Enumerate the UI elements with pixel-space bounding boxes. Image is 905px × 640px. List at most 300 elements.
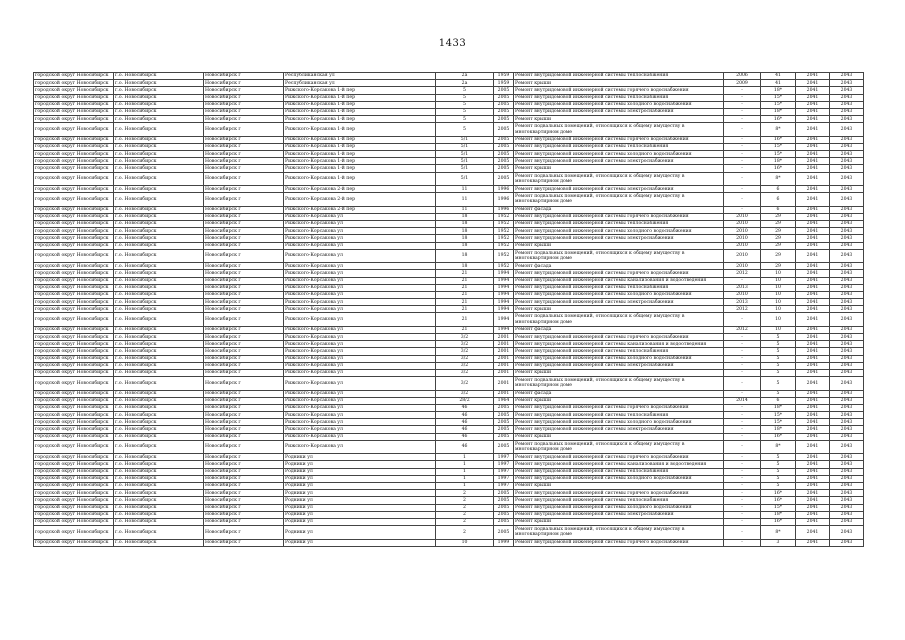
- cell-last-repair-year: -: [724, 334, 761, 341]
- cell-last-repair-year: -: [724, 193, 761, 206]
- cell-district: г.о. Новосибирск: [114, 186, 204, 193]
- table-row: [34, 186, 864, 193]
- cell-city: Новосибирск г: [204, 468, 284, 475]
- cell-house: 18: [436, 228, 494, 235]
- cell-year: 1997: [494, 482, 514, 489]
- repair-schedule-table: [33, 72, 864, 547]
- cell-district: г.о. Новосибирск: [114, 249, 204, 262]
- cell-house: 3/2: [436, 334, 494, 341]
- cell-municipality: городской округ Новосибирск: [34, 369, 114, 376]
- cell-year: 1994: [494, 270, 514, 277]
- table-row: [34, 206, 864, 213]
- cell-last-repair-year: -: [724, 497, 761, 504]
- cell-street: Рижского-Корсакова ул: [284, 377, 436, 390]
- cell-start-year: 2041: [796, 213, 830, 220]
- cell-city: Новосибирск г: [204, 270, 284, 277]
- cell-work-type: Ремонт внутридомовой инженерной системы электроснабжения: [514, 235, 724, 242]
- cell-street: Рижского-Корсакова ул: [284, 313, 436, 326]
- cell-city: Новосибирск г: [204, 220, 284, 227]
- cell-last-repair-year: 2013: [724, 284, 761, 291]
- cell-last-repair-year: -: [724, 172, 761, 185]
- cell-street: Рижского-Корсакова 1-й пер: [284, 116, 436, 123]
- cell-year: 2005: [494, 490, 514, 497]
- cell-start-year: 2041: [796, 80, 830, 87]
- cell-municipality: городской округ Новосибирск: [34, 263, 114, 270]
- cell-district: г.о. Новосибирск: [114, 242, 204, 249]
- cell-start-year: 2041: [796, 355, 830, 362]
- cell-year: 2001: [494, 390, 514, 397]
- cell-wear-value: 8*: [761, 172, 796, 185]
- cell-year: 1994: [494, 313, 514, 326]
- cell-start-year: 2041: [796, 143, 830, 150]
- cell-start-year: 2041: [796, 404, 830, 411]
- table-row: [34, 362, 864, 369]
- cell-work-type: Ремонт внутридомовой инженерной системы горячего водоснабжения: [514, 270, 724, 277]
- cell-work-type: Ремонт внутридомовой инженерной системы электроснабжения: [514, 511, 724, 518]
- table-row: [34, 511, 864, 518]
- table-row: [34, 468, 864, 475]
- cell-work-type: Ремонт внутридомовой инженерной системы теплоснабжения: [514, 412, 724, 419]
- cell-end-year: 2043: [830, 355, 864, 362]
- cell-end-year: 2043: [830, 526, 864, 539]
- cell-city: Новосибирск г: [204, 454, 284, 461]
- cell-street: Рижского-Корсакова 2-й пер: [284, 193, 436, 206]
- cell-city: Новосибирск г: [204, 539, 284, 546]
- cell-year: 2001: [494, 369, 514, 376]
- cell-municipality: городской округ Новосибирск: [34, 87, 114, 94]
- table-row: [34, 242, 864, 249]
- table-row: [34, 299, 864, 306]
- cell-work-type: Ремонт внутридомовой инженерной системы теплоснабжения: [514, 497, 724, 504]
- cell-wear-value: 16*: [761, 136, 796, 143]
- table-row: [34, 277, 864, 284]
- cell-wear-value: 5: [761, 454, 796, 461]
- cell-city: Новосибирск г: [204, 475, 284, 482]
- cell-city: Новосибирск г: [204, 136, 284, 143]
- cell-wear-value: 41: [761, 80, 796, 87]
- cell-last-repair-year: -: [724, 136, 761, 143]
- cell-house: 21: [436, 313, 494, 326]
- cell-year: 2005: [494, 504, 514, 511]
- cell-city: Новосибирск г: [204, 526, 284, 539]
- table-row: [34, 263, 864, 270]
- cell-year: 1952: [494, 220, 514, 227]
- cell-wear-value: 8*: [761, 123, 796, 136]
- cell-municipality: городской округ Новосибирск: [34, 475, 114, 482]
- cell-year: 1996: [494, 193, 514, 206]
- table-row: [34, 355, 864, 362]
- cell-end-year: 2043: [830, 228, 864, 235]
- cell-district: г.о. Новосибирск: [114, 73, 204, 80]
- cell-district: г.о. Новосибирск: [114, 158, 204, 165]
- table-row: [34, 419, 864, 426]
- cell-district: г.о. Новосибирск: [114, 270, 204, 277]
- cell-house: 11: [436, 206, 494, 213]
- cell-district: г.о. Новосибирск: [114, 228, 204, 235]
- cell-street: Рижского-Корсакова ул: [284, 249, 436, 262]
- cell-house: 5: [436, 101, 494, 108]
- cell-year: 2001: [494, 362, 514, 369]
- cell-year: 2005: [494, 404, 514, 411]
- cell-work-type: Ремонт подвальных помещений, относящихся к общему имуществу в многоквартирном доме: [514, 377, 724, 390]
- cell-end-year: 2043: [830, 206, 864, 213]
- cell-wear-value: 29: [761, 263, 796, 270]
- cell-year: 2005: [494, 433, 514, 440]
- cell-district: г.о. Новосибирск: [114, 440, 204, 453]
- cell-municipality: городской округ Новосибирск: [34, 334, 114, 341]
- cell-start-year: 2041: [796, 235, 830, 242]
- cell-last-repair-year: -: [724, 490, 761, 497]
- cell-work-type: Ремонт внутридомовой инженерной системы теплоснабжения: [514, 220, 724, 227]
- cell-district: г.о. Новосибирск: [114, 511, 204, 518]
- cell-municipality: городской округ Новосибирск: [34, 143, 114, 150]
- cell-start-year: 2041: [796, 291, 830, 298]
- cell-house: 2: [436, 511, 494, 518]
- cell-work-type: Ремонт внутридомовой инженерной системы горячего водоснабжения: [514, 334, 724, 341]
- cell-district: г.о. Новосибирск: [114, 277, 204, 284]
- cell-work-type: Ремонт подвальных помещений, относящихся к общему имуществу в многоквартирном доме: [514, 440, 724, 453]
- cell-wear-value: 5: [761, 461, 796, 468]
- cell-municipality: городской округ Новосибирск: [34, 362, 114, 369]
- cell-wear-value: 29: [761, 228, 796, 235]
- cell-last-repair-year: -: [724, 482, 761, 489]
- cell-municipality: городской округ Новосибирск: [34, 526, 114, 539]
- table-row: [34, 143, 864, 150]
- cell-city: Новосибирск г: [204, 186, 284, 193]
- cell-city: Новосибирск г: [204, 412, 284, 419]
- cell-house: 2: [436, 504, 494, 511]
- cell-municipality: городской округ Новосибирск: [34, 291, 114, 298]
- cell-wear-value: 29: [761, 235, 796, 242]
- cell-city: Новосибирск г: [204, 213, 284, 220]
- cell-street: Рижского-Корсакова ул: [284, 242, 436, 249]
- cell-street: Рижского-Корсакова ул: [284, 426, 436, 433]
- cell-house: 3/2: [436, 369, 494, 376]
- cell-last-repair-year: -: [724, 143, 761, 150]
- table-row: [34, 306, 864, 313]
- cell-last-repair-year: 2012: [724, 326, 761, 333]
- cell-work-type: Ремонт внутридомовой инженерной системы горячего водоснабжения: [514, 490, 724, 497]
- cell-work-type: Ремонт крыши: [514, 397, 724, 404]
- cell-district: г.о. Новосибирск: [114, 404, 204, 411]
- cell-wear-value: 18*: [761, 108, 796, 115]
- cell-start-year: 2041: [796, 504, 830, 511]
- cell-street: Родники ул: [284, 518, 436, 525]
- table-row: [34, 490, 864, 497]
- cell-year: 1994: [494, 284, 514, 291]
- cell-city: Новосибирск г: [204, 461, 284, 468]
- cell-municipality: городской округ Новосибирск: [34, 313, 114, 326]
- cell-start-year: 2041: [796, 263, 830, 270]
- cell-wear-value: 15*: [761, 143, 796, 150]
- cell-year: 1994: [494, 306, 514, 313]
- cell-start-year: 2041: [796, 94, 830, 101]
- cell-year: 2005: [494, 440, 514, 453]
- cell-city: Новосибирск г: [204, 419, 284, 426]
- cell-house: 5/1: [436, 165, 494, 172]
- cell-last-repair-year: -: [724, 94, 761, 101]
- cell-wear-value: 5: [761, 355, 796, 362]
- cell-wear-value: 16*: [761, 497, 796, 504]
- cell-work-type: Ремонт внутридомовой инженерной системы канализования и водоотведения: [514, 461, 724, 468]
- cell-house: 1: [436, 475, 494, 482]
- cell-last-repair-year: 2010: [724, 291, 761, 298]
- cell-work-type: Ремонт внутридомовой инженерной системы горячего водоснабжения: [514, 136, 724, 143]
- cell-street: Рижского-Корсакова 2-й пер: [284, 206, 436, 213]
- cell-house: 5: [436, 108, 494, 115]
- cell-start-year: 2041: [796, 228, 830, 235]
- cell-municipality: городской округ Новосибирск: [34, 468, 114, 475]
- cell-city: Новосибирск г: [204, 108, 284, 115]
- cell-last-repair-year: -: [724, 158, 761, 165]
- table-row: [34, 73, 864, 80]
- cell-last-repair-year: -: [724, 526, 761, 539]
- table-row: [34, 158, 864, 165]
- cell-work-type: Ремонт внутридомовой инженерной системы холодного водоснабжения: [514, 101, 724, 108]
- table-body: [34, 73, 864, 547]
- cell-city: Новосибирск г: [204, 73, 284, 80]
- cell-municipality: городской округ Новосибирск: [34, 193, 114, 206]
- cell-house: 3/2: [436, 341, 494, 348]
- cell-district: г.о. Новосибирск: [114, 539, 204, 546]
- cell-start-year: 2041: [796, 482, 830, 489]
- cell-street: Рижского-Корсакова ул: [284, 270, 436, 277]
- cell-street: Рижского-Корсакова ул: [284, 404, 436, 411]
- cell-work-type: Ремонт крыши: [514, 433, 724, 440]
- cell-house: 1: [436, 468, 494, 475]
- cell-work-type: Ремонт внутридомовой инженерной системы электроснабжения: [514, 426, 724, 433]
- table-row: [34, 326, 864, 333]
- cell-last-repair-year: -: [724, 377, 761, 390]
- cell-street: Рижского-Корсакова ул: [284, 213, 436, 220]
- cell-start-year: 2041: [796, 468, 830, 475]
- cell-street: Рижского-Корсакова ул: [284, 306, 436, 313]
- cell-wear-value: 5: [761, 362, 796, 369]
- cell-start-year: 2041: [796, 158, 830, 165]
- cell-work-type: Ремонт внутридомовой инженерной системы горячего водоснабжения: [514, 454, 724, 461]
- cell-end-year: 2043: [830, 242, 864, 249]
- cell-street: Рижского-Корсакова 1-й пер: [284, 151, 436, 158]
- cell-municipality: городской округ Новосибирск: [34, 108, 114, 115]
- cell-wear-value: 16*: [761, 165, 796, 172]
- cell-district: г.о. Новосибирск: [114, 116, 204, 123]
- cell-municipality: городской округ Новосибирск: [34, 116, 114, 123]
- cell-wear-value: 5: [761, 390, 796, 397]
- cell-work-type: Ремонт внутридомовой инженерной системы холодного водоснабжения: [514, 475, 724, 482]
- cell-street: Родники ул: [284, 504, 436, 511]
- cell-work-type: Ремонт подвальных помещений, относящихся к общему имуществу в многоквартирном доме: [514, 123, 724, 136]
- cell-street: Родники ул: [284, 539, 436, 546]
- cell-house: 46: [436, 440, 494, 453]
- cell-year: 1997: [494, 461, 514, 468]
- cell-municipality: городской округ Новосибирск: [34, 390, 114, 397]
- cell-street: Рижского-Корсакова ул: [284, 355, 436, 362]
- cell-house: 11: [436, 186, 494, 193]
- cell-last-repair-year: 2010: [724, 263, 761, 270]
- cell-city: Новосибирск г: [204, 151, 284, 158]
- cell-house: 21: [436, 270, 494, 277]
- cell-work-type: Ремонт внутридомовой инженерной системы горячего водоснабжения: [514, 539, 724, 546]
- table-row: [34, 482, 864, 489]
- cell-city: Новосибирск г: [204, 206, 284, 213]
- cell-city: Новосибирск г: [204, 355, 284, 362]
- cell-street: Рижского-Корсакова ул: [284, 440, 436, 453]
- cell-start-year: 2041: [796, 87, 830, 94]
- cell-year: 1996: [494, 186, 514, 193]
- table-row: [34, 193, 864, 206]
- cell-district: г.о. Новосибирск: [114, 263, 204, 270]
- cell-wear-value: 8*: [761, 440, 796, 453]
- table-row: [34, 116, 864, 123]
- cell-city: Новосибирск г: [204, 348, 284, 355]
- cell-start-year: 2041: [796, 123, 830, 136]
- cell-work-type: Ремонт внутридомовой инженерной системы холодного водоснабжения: [514, 291, 724, 298]
- table-row: [34, 123, 864, 136]
- cell-last-repair-year: -: [724, 348, 761, 355]
- cell-district: г.о. Новосибирск: [114, 419, 204, 426]
- cell-year: 2005: [494, 136, 514, 143]
- cell-end-year: 2043: [830, 390, 864, 397]
- cell-start-year: 2041: [796, 277, 830, 284]
- cell-year: 2001: [494, 377, 514, 390]
- cell-street: Рижского-Корсакова ул: [284, 334, 436, 341]
- cell-municipality: городской округ Новосибирск: [34, 440, 114, 453]
- cell-wear-value: 5: [761, 341, 796, 348]
- cell-city: Новосибирск г: [204, 158, 284, 165]
- cell-street: Родники ул: [284, 475, 436, 482]
- table-row: [34, 235, 864, 242]
- cell-year: 2005: [494, 116, 514, 123]
- cell-wear-value: 15*: [761, 151, 796, 158]
- cell-start-year: 2041: [796, 461, 830, 468]
- cell-street: Рижского-Корсакова 1-й пер: [284, 143, 436, 150]
- cell-wear-value: 18*: [761, 426, 796, 433]
- cell-district: г.о. Новосибирск: [114, 94, 204, 101]
- cell-house: 1: [436, 482, 494, 489]
- page-number: 1433: [438, 38, 467, 49]
- cell-wear-value: 5: [761, 468, 796, 475]
- cell-work-type: Ремонт крыши: [514, 165, 724, 172]
- cell-end-year: 2043: [830, 412, 864, 419]
- table-row: [34, 433, 864, 440]
- cell-house: 2: [436, 526, 494, 539]
- cell-municipality: городской округ Новосибирск: [34, 412, 114, 419]
- cell-end-year: 2043: [830, 136, 864, 143]
- cell-house: 46: [436, 412, 494, 419]
- cell-house: 18: [436, 220, 494, 227]
- cell-house: 5: [436, 116, 494, 123]
- table-row: [34, 220, 864, 227]
- cell-end-year: 2043: [830, 80, 864, 87]
- cell-wear-value: 6: [761, 193, 796, 206]
- cell-start-year: 2041: [796, 518, 830, 525]
- cell-work-type: Ремонт крыши: [514, 518, 724, 525]
- cell-end-year: 2043: [830, 490, 864, 497]
- cell-last-repair-year: 2013: [724, 299, 761, 306]
- cell-street: Рижского-Корсакова ул: [284, 220, 436, 227]
- cell-municipality: городской округ Новосибирск: [34, 482, 114, 489]
- cell-district: г.о. Новосибирск: [114, 151, 204, 158]
- cell-work-type: Ремонт внутридомовой инженерной системы холодного водоснабжения: [514, 228, 724, 235]
- cell-house: 2а: [436, 80, 494, 87]
- cell-street: Родники ул: [284, 526, 436, 539]
- cell-start-year: 2041: [796, 116, 830, 123]
- cell-end-year: 2043: [830, 475, 864, 482]
- cell-end-year: 2043: [830, 497, 864, 504]
- cell-house: 5: [436, 123, 494, 136]
- cell-last-repair-year: -: [724, 108, 761, 115]
- cell-year: 1952: [494, 213, 514, 220]
- cell-year: 2005: [494, 143, 514, 150]
- cell-district: г.о. Новосибирск: [114, 101, 204, 108]
- cell-wear-value: 18*: [761, 87, 796, 94]
- cell-municipality: городской округ Новосибирск: [34, 355, 114, 362]
- table-row: [34, 397, 864, 404]
- cell-district: г.о. Новосибирск: [114, 193, 204, 206]
- cell-start-year: 2041: [796, 73, 830, 80]
- cell-end-year: 2043: [830, 334, 864, 341]
- cell-last-repair-year: 2010: [724, 220, 761, 227]
- cell-last-repair-year: -: [724, 433, 761, 440]
- cell-year: 1964: [494, 397, 514, 404]
- cell-end-year: 2043: [830, 313, 864, 326]
- cell-street: Рижского-Корсакова ул: [284, 277, 436, 284]
- cell-district: г.о. Новосибирск: [114, 355, 204, 362]
- cell-house: 46: [436, 419, 494, 426]
- cell-house: 18: [436, 242, 494, 249]
- cell-wear-value: 10: [761, 299, 796, 306]
- cell-year: 2005: [494, 426, 514, 433]
- cell-last-repair-year: 2010: [724, 228, 761, 235]
- cell-city: Новосибирск г: [204, 404, 284, 411]
- cell-start-year: 2041: [796, 397, 830, 404]
- cell-start-year: 2041: [796, 206, 830, 213]
- cell-wear-value: 10: [761, 313, 796, 326]
- cell-city: Новосибирск г: [204, 497, 284, 504]
- cell-municipality: городской округ Новосибирск: [34, 165, 114, 172]
- cell-end-year: 2043: [830, 277, 864, 284]
- cell-house: 21: [436, 277, 494, 284]
- cell-municipality: городской округ Новосибирск: [34, 73, 114, 80]
- table-row: [34, 526, 864, 539]
- cell-year: 2005: [494, 101, 514, 108]
- table-row: [34, 334, 864, 341]
- cell-municipality: городской округ Новосибирск: [34, 419, 114, 426]
- cell-district: г.о. Новосибирск: [114, 461, 204, 468]
- cell-work-type: Ремонт внутридомовой инженерной системы электроснабжения: [514, 186, 724, 193]
- table-row: [34, 390, 864, 397]
- cell-street: Рижского-Корсакова 1-й пер: [284, 136, 436, 143]
- cell-start-year: 2041: [796, 313, 830, 326]
- cell-work-type: Ремонт внутридомовой инженерной системы электроснабжения: [514, 158, 724, 165]
- cell-end-year: 2043: [830, 108, 864, 115]
- cell-start-year: 2041: [796, 172, 830, 185]
- cell-street: Рижского-Корсакова ул: [284, 390, 436, 397]
- cell-house: 3/2: [436, 348, 494, 355]
- table-row: [34, 136, 864, 143]
- cell-wear-value: 10: [761, 326, 796, 333]
- cell-city: Новосибирск г: [204, 504, 284, 511]
- cell-district: г.о. Новосибирск: [114, 213, 204, 220]
- cell-work-type: Ремонт подвальных помещений, относящихся к общему имуществу в многоквартирном доме: [514, 172, 724, 185]
- cell-house: 10: [436, 539, 494, 546]
- cell-municipality: городской округ Новосибирск: [34, 249, 114, 262]
- cell-street: Рижского-Корсакова ул: [284, 326, 436, 333]
- table-row: [34, 426, 864, 433]
- cell-house: 1: [436, 461, 494, 468]
- cell-district: г.о. Новосибирск: [114, 475, 204, 482]
- cell-work-type: Ремонт крыши: [514, 306, 724, 313]
